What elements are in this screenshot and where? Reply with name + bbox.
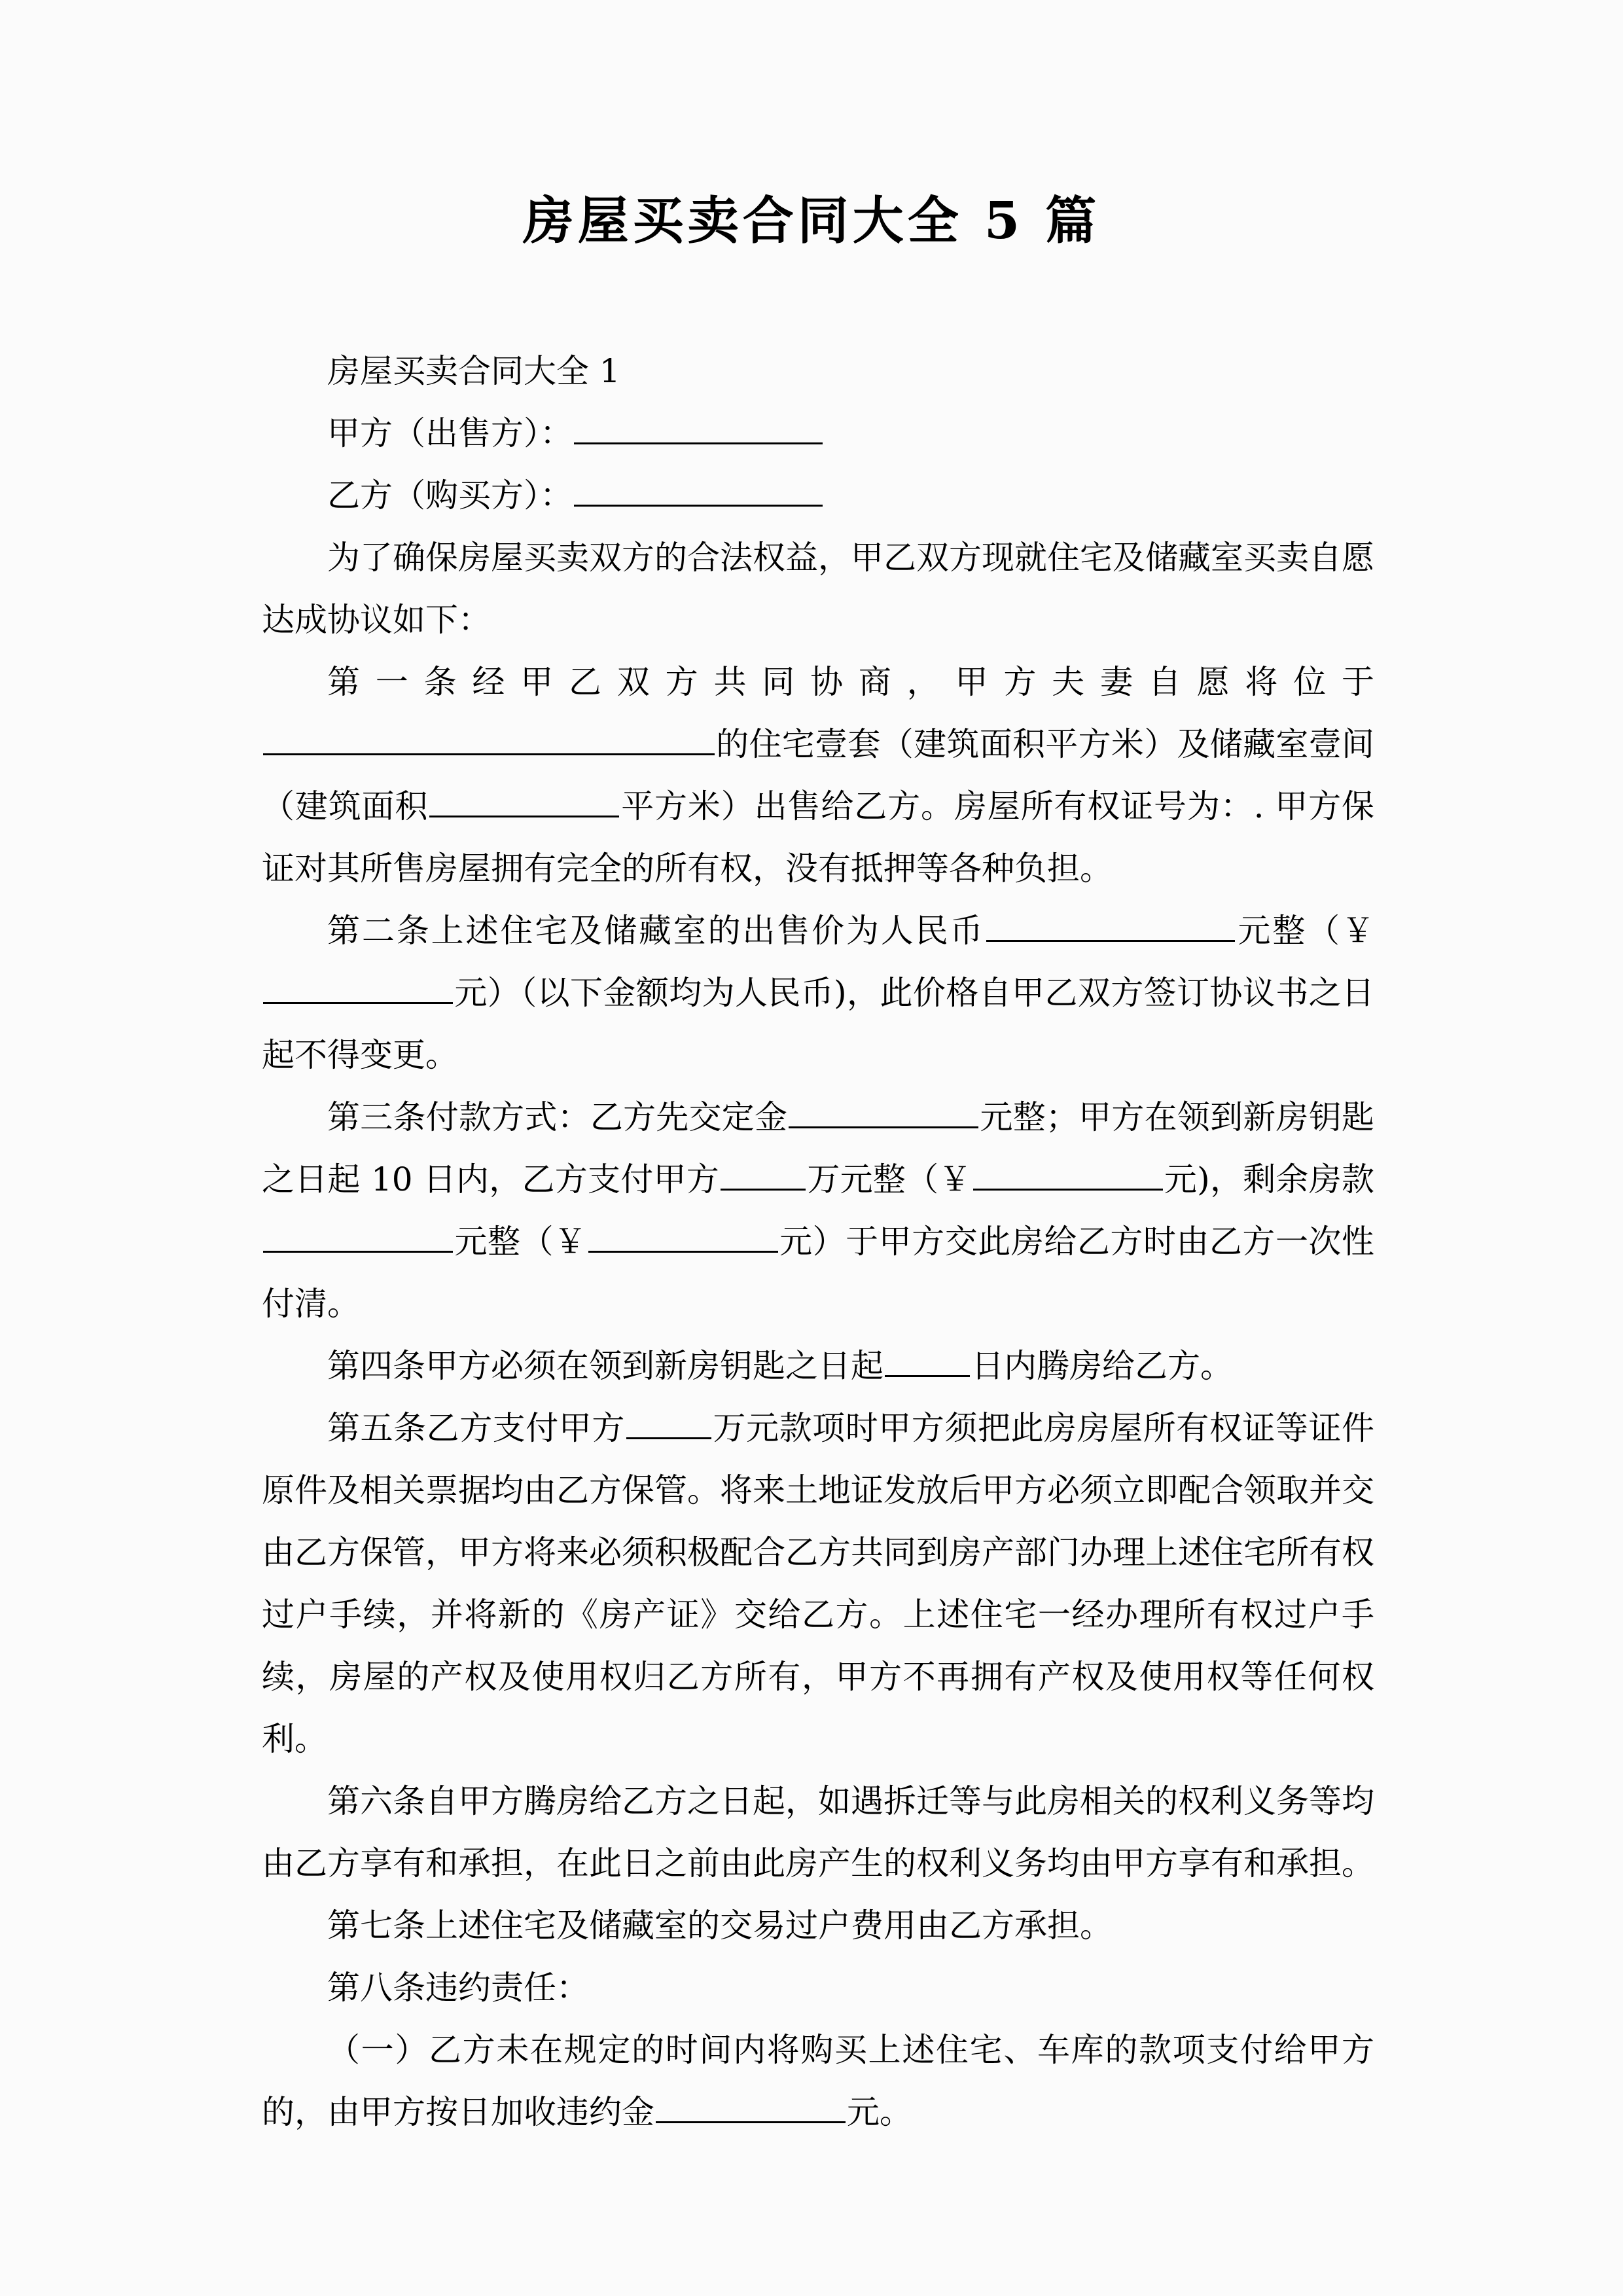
- article-7-paragraph: 第七条上述住宅及储藏室的交易过户费用由乙方承担。: [327, 1907, 1113, 1945]
- article-3-text-part2: 元整；甲方在领到新房钥匙之日起 10 日内，乙方支付甲方: [262, 1098, 1375, 1198]
- party-a-label: 甲方（出售方）：: [327, 414, 573, 452]
- article-4-paragraph: [262, 1335, 1374, 1397]
- article-5-paragraph: [262, 1397, 1374, 1770]
- article-3-remaining-blank[interactable]: [263, 1221, 453, 1253]
- article-2-price-blank[interactable]: [986, 910, 1235, 942]
- article-3-installment-amount-blank[interactable]: [973, 1158, 1163, 1191]
- article-3-text-part1: 第三条付款方式：乙方先交定金: [327, 1098, 788, 1136]
- article-1-area-blank[interactable]: [429, 785, 619, 817]
- article-1-text-part3: 平方米）出售给乙方。房屋所有权证号为：. 甲方保证对其所售房屋拥有完全的所有权，没有抵押等各种负担。: [262, 787, 1374, 888]
- article-2-text-part2: 元整（￥: [1236, 912, 1375, 950]
- article-2-text-part1: 第二条上述住宅及储藏室的出售价为人民币: [327, 912, 985, 950]
- party-a-blank[interactable]: [574, 412, 823, 444]
- article-3-text-part3: 万元整（￥: [807, 1160, 972, 1198]
- article-1-paragraph: [262, 651, 1374, 900]
- article-4-text-part1: 第四条甲方必须在领到新房钥匙之日起: [327, 1347, 883, 1385]
- article-5-text-part2: 万元款项时甲方须把此房房屋所有权证等证件原件及相关票据均由乙方保管。将来土地证发放后甲方必须立即配合领取并交由乙方保管，甲方将来必须积极配合乙方共同到房产部门办理上述住宅所有权过户手续，并将新的《房产证》交给乙方。上述住宅一经办理所有权过户手续，房屋的产权及使用权归乙方所有，甲方不再拥有产权及使用权等任何权利。: [262, 1409, 1375, 1758]
- article-2-paragraph: [262, 900, 1374, 1086]
- party-b-line: [262, 465, 1374, 527]
- page-title: 房屋买卖合同大全 5 篇: [522, 191, 1101, 251]
- article-8-item-1-text-part2: 元。: [847, 2093, 912, 2131]
- article-4-days-blank[interactable]: [885, 1345, 970, 1377]
- article-8-item-1-text-part1: （一）乙方未在规定的时间内将购买上述住宅、车库的款项支付给甲方的，由甲方按日加收违约金: [262, 2031, 1374, 2131]
- party-b-label: 乙方（购买方）：: [327, 476, 573, 514]
- article-8-item-1: [262, 2019, 1374, 2144]
- article-2-amount-blank[interactable]: [263, 972, 453, 1004]
- article-3-text-part6: 元）于甲方交此房给乙方时由乙方一次性付清。: [262, 1223, 1374, 1323]
- article-3-remaining-amount-blank[interactable]: [588, 1221, 778, 1253]
- article-3-deposit-blank[interactable]: [789, 1096, 978, 1128]
- article-8-paragraph: 第八条违约责任：: [327, 1969, 589, 2007]
- article-1-text-part2: 的住宅壹套（建筑面积平方米）及储藏室壹间（建筑面积: [262, 725, 1374, 825]
- article-2-text-part3: 元）（以下金额均为人民币)，此价格自甲乙双方签订协议书之日起不得变更。: [262, 974, 1374, 1074]
- article-5-text-part1: 第五条乙方支付甲方: [327, 1409, 625, 1447]
- article-8-penalty-blank[interactable]: [656, 2091, 846, 2123]
- party-b-blank[interactable]: [574, 475, 823, 507]
- article-3-text-part5: 元整（￥: [454, 1223, 587, 1261]
- article-3-installment-blank[interactable]: [721, 1158, 806, 1191]
- article-4-text-part2: 日内腾房给乙方。: [971, 1347, 1233, 1385]
- preamble-paragraph: 为了确保房屋买卖双方的合法权益，甲乙双方现就住宅及储藏室买卖自愿达成协议如下：: [262, 539, 1374, 639]
- article-1-address-blank[interactable]: [263, 723, 715, 755]
- article-5-payment-blank[interactable]: [626, 1407, 711, 1439]
- article-3-text-part4: 元)，剩余房款: [1164, 1160, 1374, 1198]
- section-heading: 房屋买卖合同大全 1: [327, 352, 620, 390]
- party-a-line: [262, 403, 1374, 465]
- article-1-text-part1: 第一条经甲乙双方共同协商，甲方夫妻自愿将位于: [327, 663, 1374, 701]
- article-3-paragraph: [262, 1086, 1374, 1335]
- article-6-paragraph: 第六条自甲方腾房给乙方之日起，如遇拆迁等与此房相关的权利义务等均由乙方享有和承担，在此日之前由此房产生的权利义务均由甲方享有和承担。: [262, 1782, 1374, 1882]
- document-body: [262, 340, 1374, 2144]
